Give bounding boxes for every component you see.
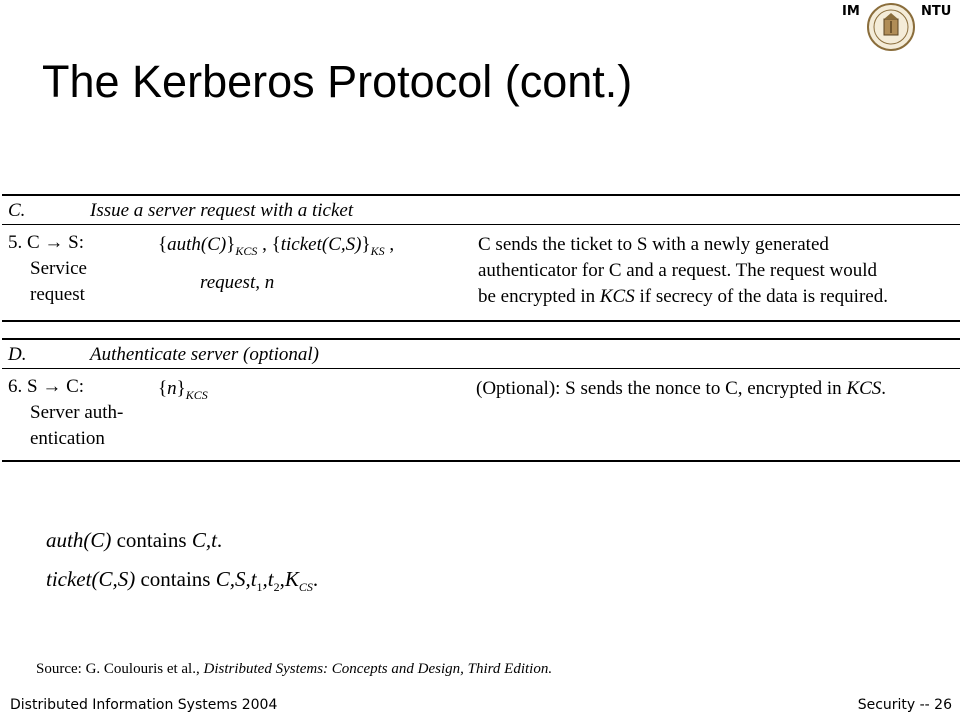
step5-desc-key: KCS xyxy=(599,286,635,307)
step6-label: 6. S → C: xyxy=(8,376,85,397)
source-prefix: Source: G. Coulouris et al., xyxy=(36,661,200,677)
step5-msg-auth: auth(C) xyxy=(167,234,227,255)
step5-desc-line3a: be encrypted in xyxy=(478,286,596,307)
note-ticket-sub2: 2 xyxy=(273,580,280,595)
table-rule-c-bottom xyxy=(2,320,960,322)
step6-desc: (Optional): S sends the nonce to C, encrypted in KCS. xyxy=(476,378,887,399)
header-im-label: IM xyxy=(842,4,860,19)
section-d-heading: Authenticate server (optional) xyxy=(90,344,319,365)
step6-message: $\{n\}_{KCS}$ xyxy=(158,378,208,402)
source-book: Distributed Systems: Concepts and Design, Third Edition. xyxy=(203,661,553,677)
step6-name-line1: Server auth- xyxy=(30,402,124,423)
note-ticket-text: contains xyxy=(140,567,211,591)
step5-msg-rest: request, n xyxy=(200,272,275,293)
step6-key-cs: KCS xyxy=(185,387,208,402)
note-ticket-key-sub: CS xyxy=(298,580,313,595)
note-auth-vals: C,t xyxy=(191,528,217,552)
section-c-heading: Issue a server request with a ticket xyxy=(90,200,354,221)
note-ticket-vals: C,S,t xyxy=(215,567,257,591)
source-citation xyxy=(36,661,552,678)
step5-message: $\{auth(C)\}_{KCS}$ , $\{ticket(C,S)\}_{KS}$ , xyxy=(158,234,395,258)
note-ticket-sub1: 1 xyxy=(256,580,263,595)
step6-msg-n: n xyxy=(167,378,177,399)
table-rule-c-header xyxy=(2,224,960,225)
step5-label: 5. C → S: xyxy=(8,232,85,253)
note-ticket-key: K xyxy=(284,567,299,591)
note-auth-text: contains xyxy=(116,528,187,552)
note-auth-func: auth(C) xyxy=(46,528,112,552)
header-ntu-label: NTU xyxy=(921,4,952,19)
step5-desc-line1: C sends the ticket to S with a newly generated xyxy=(478,234,829,255)
note-ticket-func: ticket(C,S) xyxy=(46,567,136,591)
step5-key-cs: KCS xyxy=(235,243,258,258)
note-auth: auth(C) contains C,t. xyxy=(46,528,223,552)
step5-desc-line3 xyxy=(478,284,888,310)
table-rule-bottom xyxy=(2,460,960,462)
note-ticket: ticket(C,S) contains $C,S,t_1,t_2,K_{CS}$. xyxy=(46,567,319,595)
table-rule-d-top xyxy=(2,338,960,340)
university-seal-icon xyxy=(866,2,916,52)
step5-desc-line3b: if secrecy of the data is required. xyxy=(639,286,888,307)
section-c-letter: C. xyxy=(8,200,26,221)
step5-name-line2: request xyxy=(30,284,85,305)
step6-name-line2: entication xyxy=(30,428,105,449)
footer-page: Security -- 26 xyxy=(857,697,952,713)
step5-msg-ticket: ticket(C,S) xyxy=(280,234,362,255)
step5-desc-line2: authenticator for C and a request. The request would xyxy=(478,260,878,281)
step5-key-s: KS xyxy=(370,243,385,258)
section-d-letter: D. xyxy=(8,344,27,365)
slide-title: The Kerberos Protocol (cont.) xyxy=(42,56,633,107)
table-rule-d-header xyxy=(2,368,960,369)
step6-desc-text: (Optional): S sends the nonce to C, encrypted in xyxy=(476,378,842,399)
footer-course: Distributed Information Systems 2004 xyxy=(10,697,278,713)
step6-desc-key: KCS xyxy=(846,378,882,399)
step5-name-line1: Service xyxy=(30,258,87,279)
table-rule-top xyxy=(2,194,960,196)
